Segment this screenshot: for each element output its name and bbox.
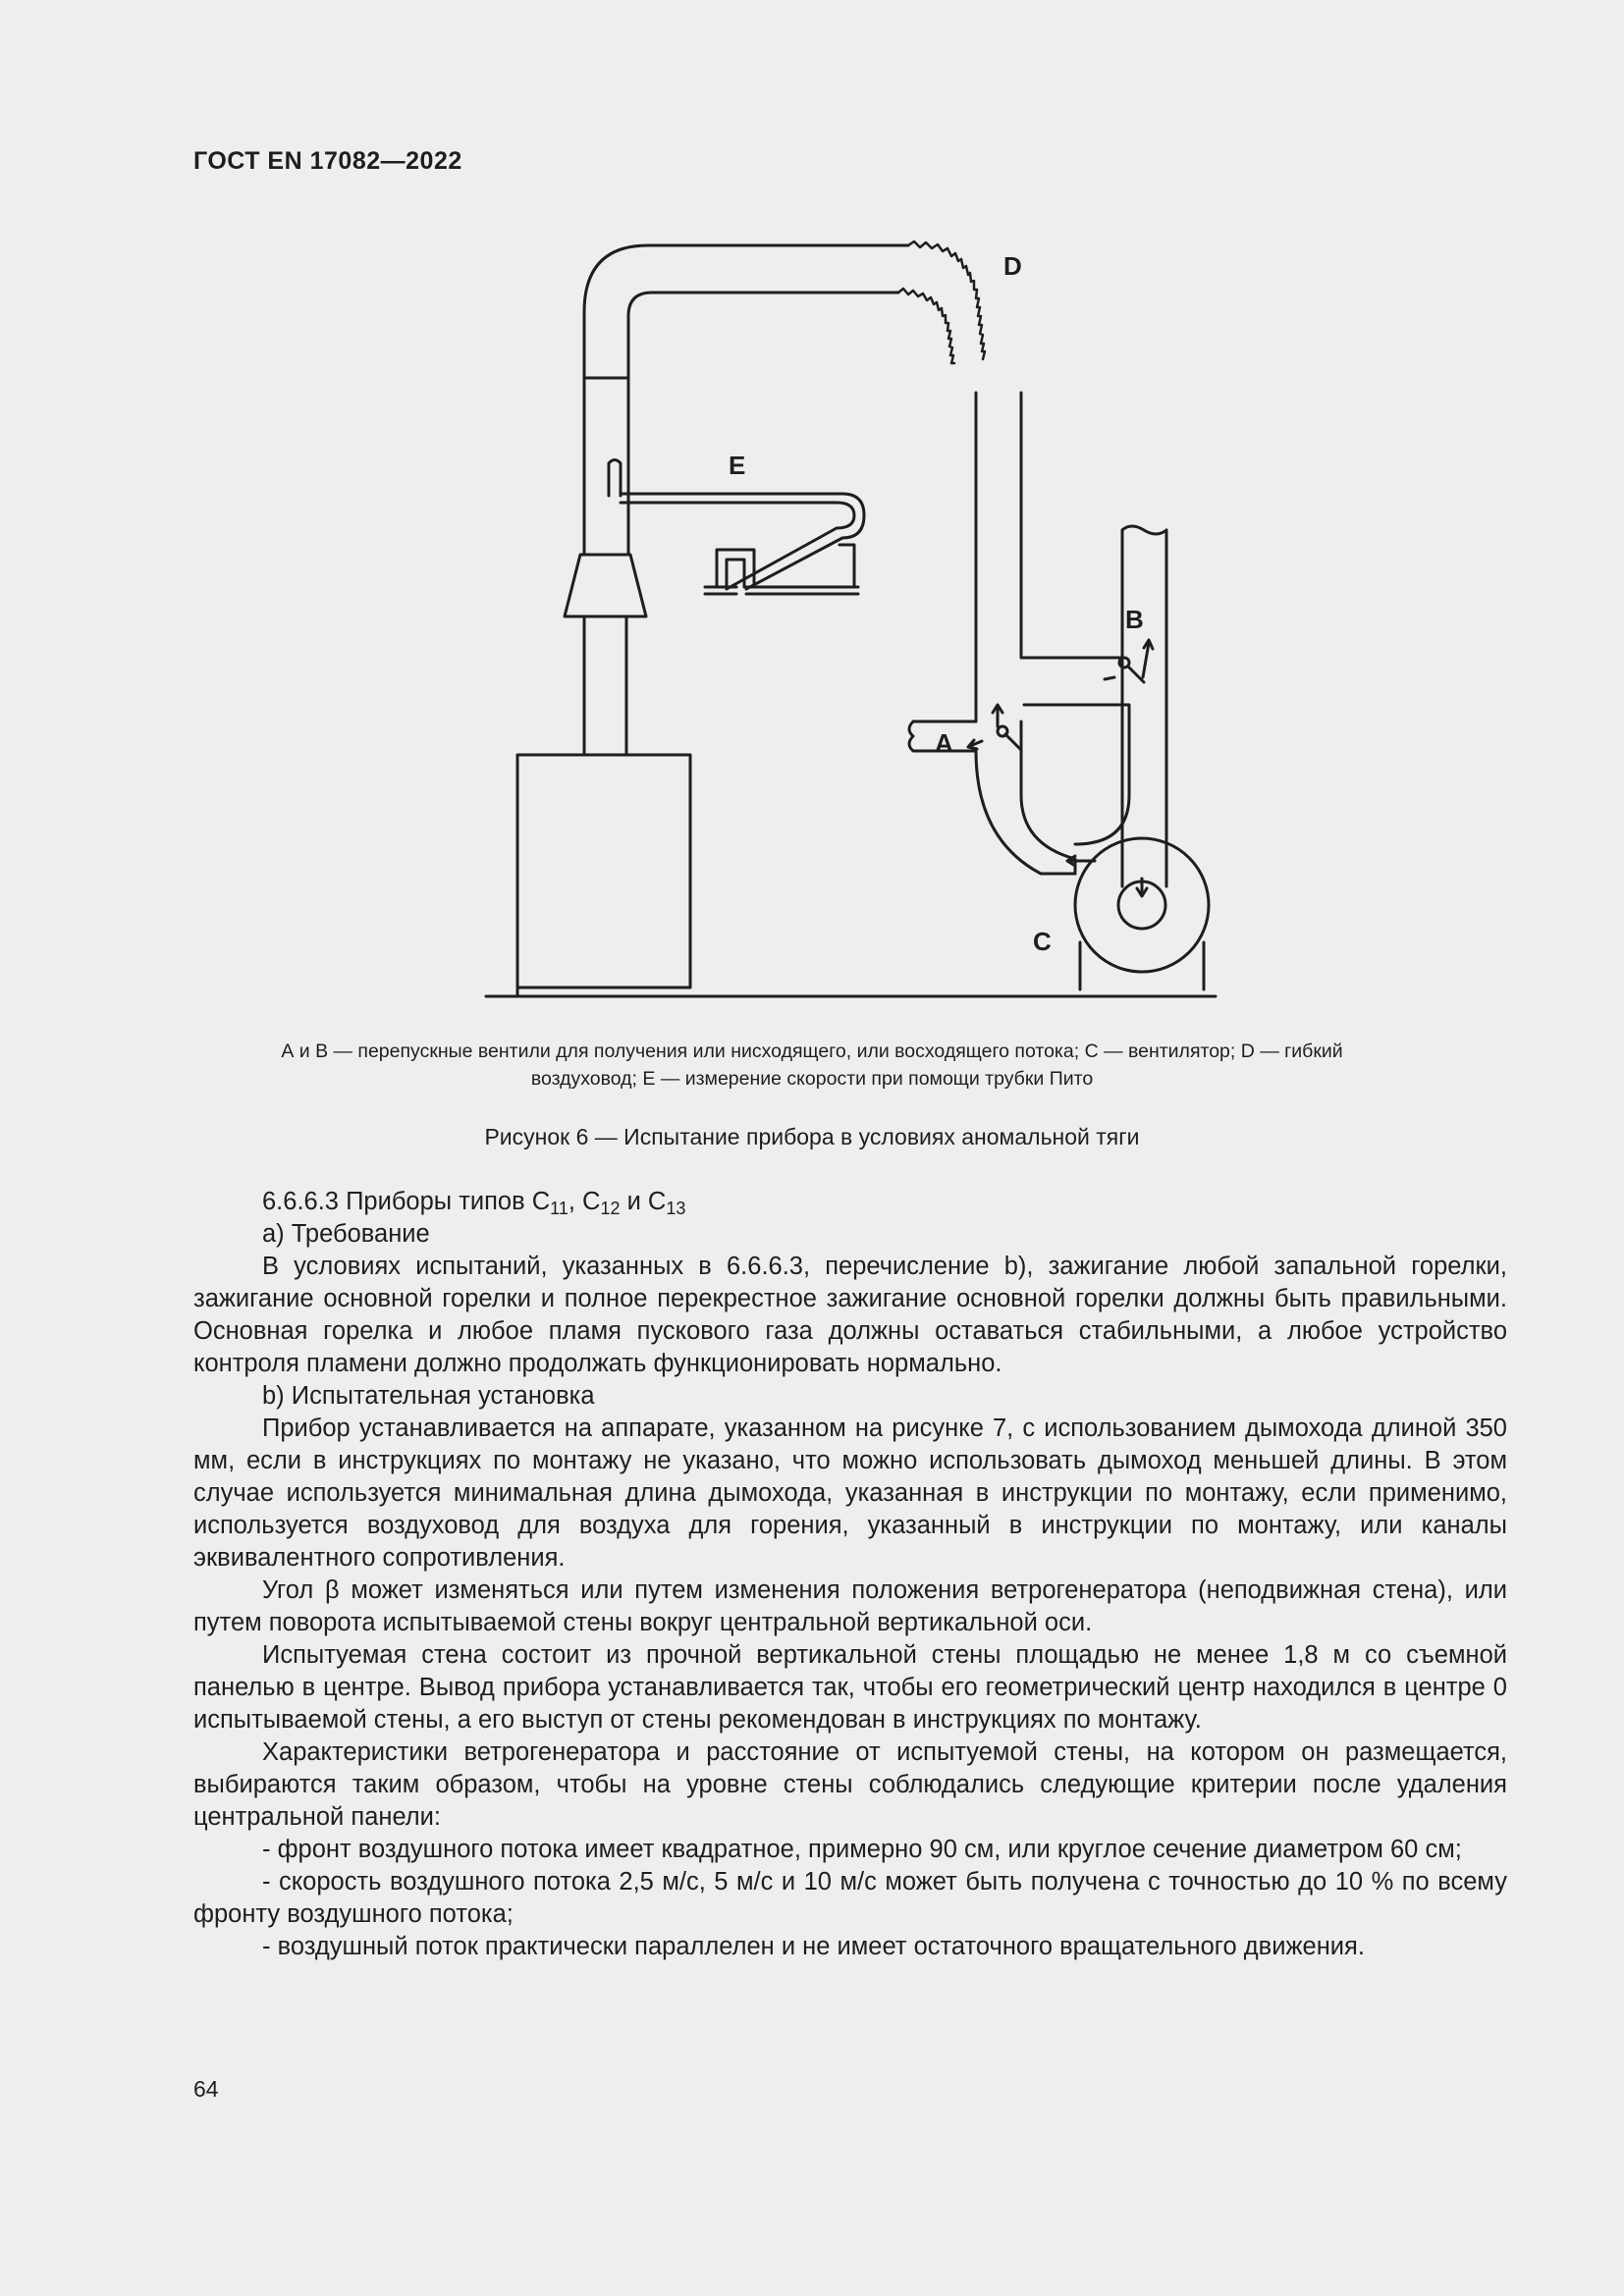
valve-b-arrow-left bbox=[1105, 677, 1114, 679]
label-c: C bbox=[1033, 927, 1052, 956]
manometer bbox=[717, 545, 854, 587]
draught-hood bbox=[565, 555, 646, 616]
valve-a-arrow-left bbox=[968, 740, 982, 749]
item-a: а) Требование bbox=[262, 1220, 430, 1248]
paragraph: В условиях испытаний, указанных в 6.6.6.3, перечисление b), зажигание любой запальной горелки, зажигание основной горелки и полное перекрестное зажигание основной горелки должны быть правильными. Основная горелка и любое пламя пускового газа должны оставаться стабильными, а любое устройство контроля пламени должно продолжать функционировать нормально. bbox=[193, 1253, 1507, 1377]
fan-casing bbox=[1021, 705, 1129, 874]
list-item: - воздушный поток практически параллелен и не имеет остаточного вращательного движения. bbox=[262, 1933, 1365, 1960]
test-rig-figure bbox=[0, 0, 1624, 1021]
paragraph: Испытуемая стена состоит из прочной вертикальной стены площадью не менее 1,8 м со съемной панелью в центре. Вывод прибора устанавливается так, чтобы его геометрический центр находился в центре 0 испытываемой стены, а его выступ от стены рекомендован в инструкциях по монтажу. bbox=[193, 1641, 1507, 1734]
figure-legend bbox=[232, 1038, 1392, 1093]
label-a: A bbox=[935, 728, 953, 758]
list-item: - скорость воздушного потока 2,5 м/с, 5 м/с и 10 м/с может быть получена с точностью до 10 % по всему фронту воздушного потока; bbox=[193, 1868, 1507, 1928]
label-b: B bbox=[1125, 605, 1144, 634]
fan-stand bbox=[1080, 942, 1204, 989]
label-d: D bbox=[1003, 251, 1022, 281]
label-e: E bbox=[729, 451, 746, 480]
legend-line: А и В — перепускные вентили для получения или нисходящего, или восходящего потока; С — вентилятор; D — гибкий bbox=[281, 1041, 1343, 1062]
fan-volute bbox=[1075, 838, 1209, 972]
valve-b-arrow-up bbox=[1143, 640, 1153, 677]
outlet-pipe-b-top bbox=[1122, 526, 1166, 534]
body-text bbox=[193, 1186, 1507, 1963]
upper-duct bbox=[584, 245, 908, 555]
down-duct bbox=[976, 393, 1122, 721]
legend-line: воздуховод; Е — измерение скорости при помощи трубки Пито bbox=[530, 1068, 1094, 1090]
appliance-box bbox=[517, 755, 690, 988]
paragraph: Характеристики ветрогенератора и расстояние от испытуемой стены, на котором он размещается, выбираются таким образом, чтобы на уровне стены соблюдались следующие критерии после удаления центральной панели: bbox=[193, 1738, 1507, 1831]
valve-a-arrow-up bbox=[993, 705, 1002, 726]
document-header: ГОСТ EN 17082—2022 bbox=[193, 147, 462, 175]
paragraph: Прибор устанавливается на аппарате, указанном на рисунке 7, с использованием дымохода длиной 350 мм, если в инструкциях по монтажу не указано, что можно использовать дымоход меньшей длины. В этом случае используется минимальная длина дымохода, указанная в инструкции по монтажу, если применимо, используется воздуховод для воздуха для горения, указанный в инструкции по монтажу, или каналы эквивалентного сопротивления. bbox=[193, 1415, 1507, 1572]
item-b: b) Испытательная установка bbox=[262, 1382, 595, 1410]
flexible-duct-inner bbox=[898, 289, 954, 363]
figure-caption: Рисунок 6 — Испытание прибора в условиях аномальной тяги bbox=[484, 1124, 1140, 1149]
list-item: - фронт воздушного потока имеет квадратное, примерно 90 см, или круглое сечение диаметром 60 см; bbox=[262, 1836, 1462, 1863]
valve-b-handle bbox=[1128, 667, 1144, 682]
valve-a-handle bbox=[1005, 734, 1021, 750]
section-heading: 6.6.6.3 Приборы типов $С_{11}$, $С_{12}$ и $С_{13}$ bbox=[262, 1188, 686, 1218]
flexible-duct bbox=[908, 241, 985, 359]
flue-pipe bbox=[584, 616, 626, 755]
page-number: 64 bbox=[193, 2076, 219, 2102]
paragraph: Угол β может изменяться или путем изменения положения ветрогенератора (неподвижная стена), или путем поворота испытываемой стены вокруг центральной вертикальной оси. bbox=[193, 1576, 1507, 1636]
